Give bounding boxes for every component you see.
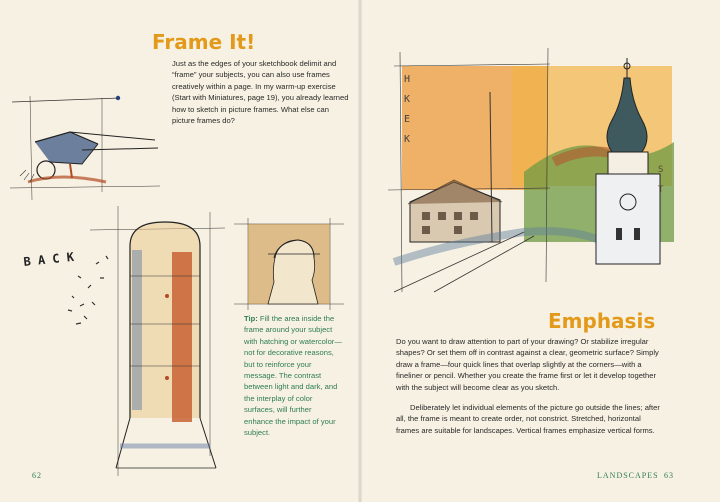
svg-text:S: S	[658, 165, 664, 175]
tip-text: Fill the area inside the frame around your subject with hatching or watercolor—not for decorative reasons, but to reinforce your message. The contrast between light and dark, and the interplay of color surfaces, will further enhance the impact of your subject.	[244, 314, 342, 438]
page-gutter	[358, 0, 362, 502]
page-number-left: 62	[32, 471, 42, 480]
frame-it-heading: Frame It!	[152, 30, 256, 54]
svg-text:T: T	[658, 185, 664, 195]
svg-text:B A C K: B A C K	[22, 249, 75, 269]
emphasis-paragraph-2: Deliberately let individual elements of the picture go outside the lines; after all, the frame is meant to create order, not constrict. Stretched, horizontal frames are suitable for landscapes. Vertical frames emphasize vertical forms.	[396, 403, 660, 435]
portrait-frame-sketch	[234, 218, 344, 310]
svg-text:K: K	[404, 94, 411, 105]
frame-it-intro-text: Just as the edges of your sketchbook delimit and “frame” your subjects, you can also use frames creatively within a page. In my warm-up exercise (Start with Miniatures, page 19), you already learned how to sketch in picture frames. What else can picture frames do?	[172, 59, 349, 126]
svg-text:K: K	[404, 134, 411, 145]
running-head: LANDSCAPES	[597, 471, 659, 480]
wheelbarrow-sketch	[10, 92, 170, 202]
emphasis-heading: Emphasis	[548, 309, 656, 333]
svg-text:E: E	[404, 114, 411, 125]
emphasis-paragraph-1: Do you want to draw attention to part of your drawing? Or stabilize irregular shapes? Or set them off in contrast against a clear, geometric surface? Simply draw a frame—four quick lines that overlap slightly at the corners—with a fineliner or pencil. Whether you create the frame first or let it develop together with the subject will become clear as you sketch.	[396, 337, 659, 392]
tip-label: Tip:	[244, 314, 258, 323]
page-number-right: 63	[664, 471, 674, 480]
svg-text:H: H	[404, 74, 411, 85]
village-landscape-sketch	[374, 42, 674, 302]
silo-sketch	[20, 206, 230, 476]
tip-box	[244, 313, 342, 438]
